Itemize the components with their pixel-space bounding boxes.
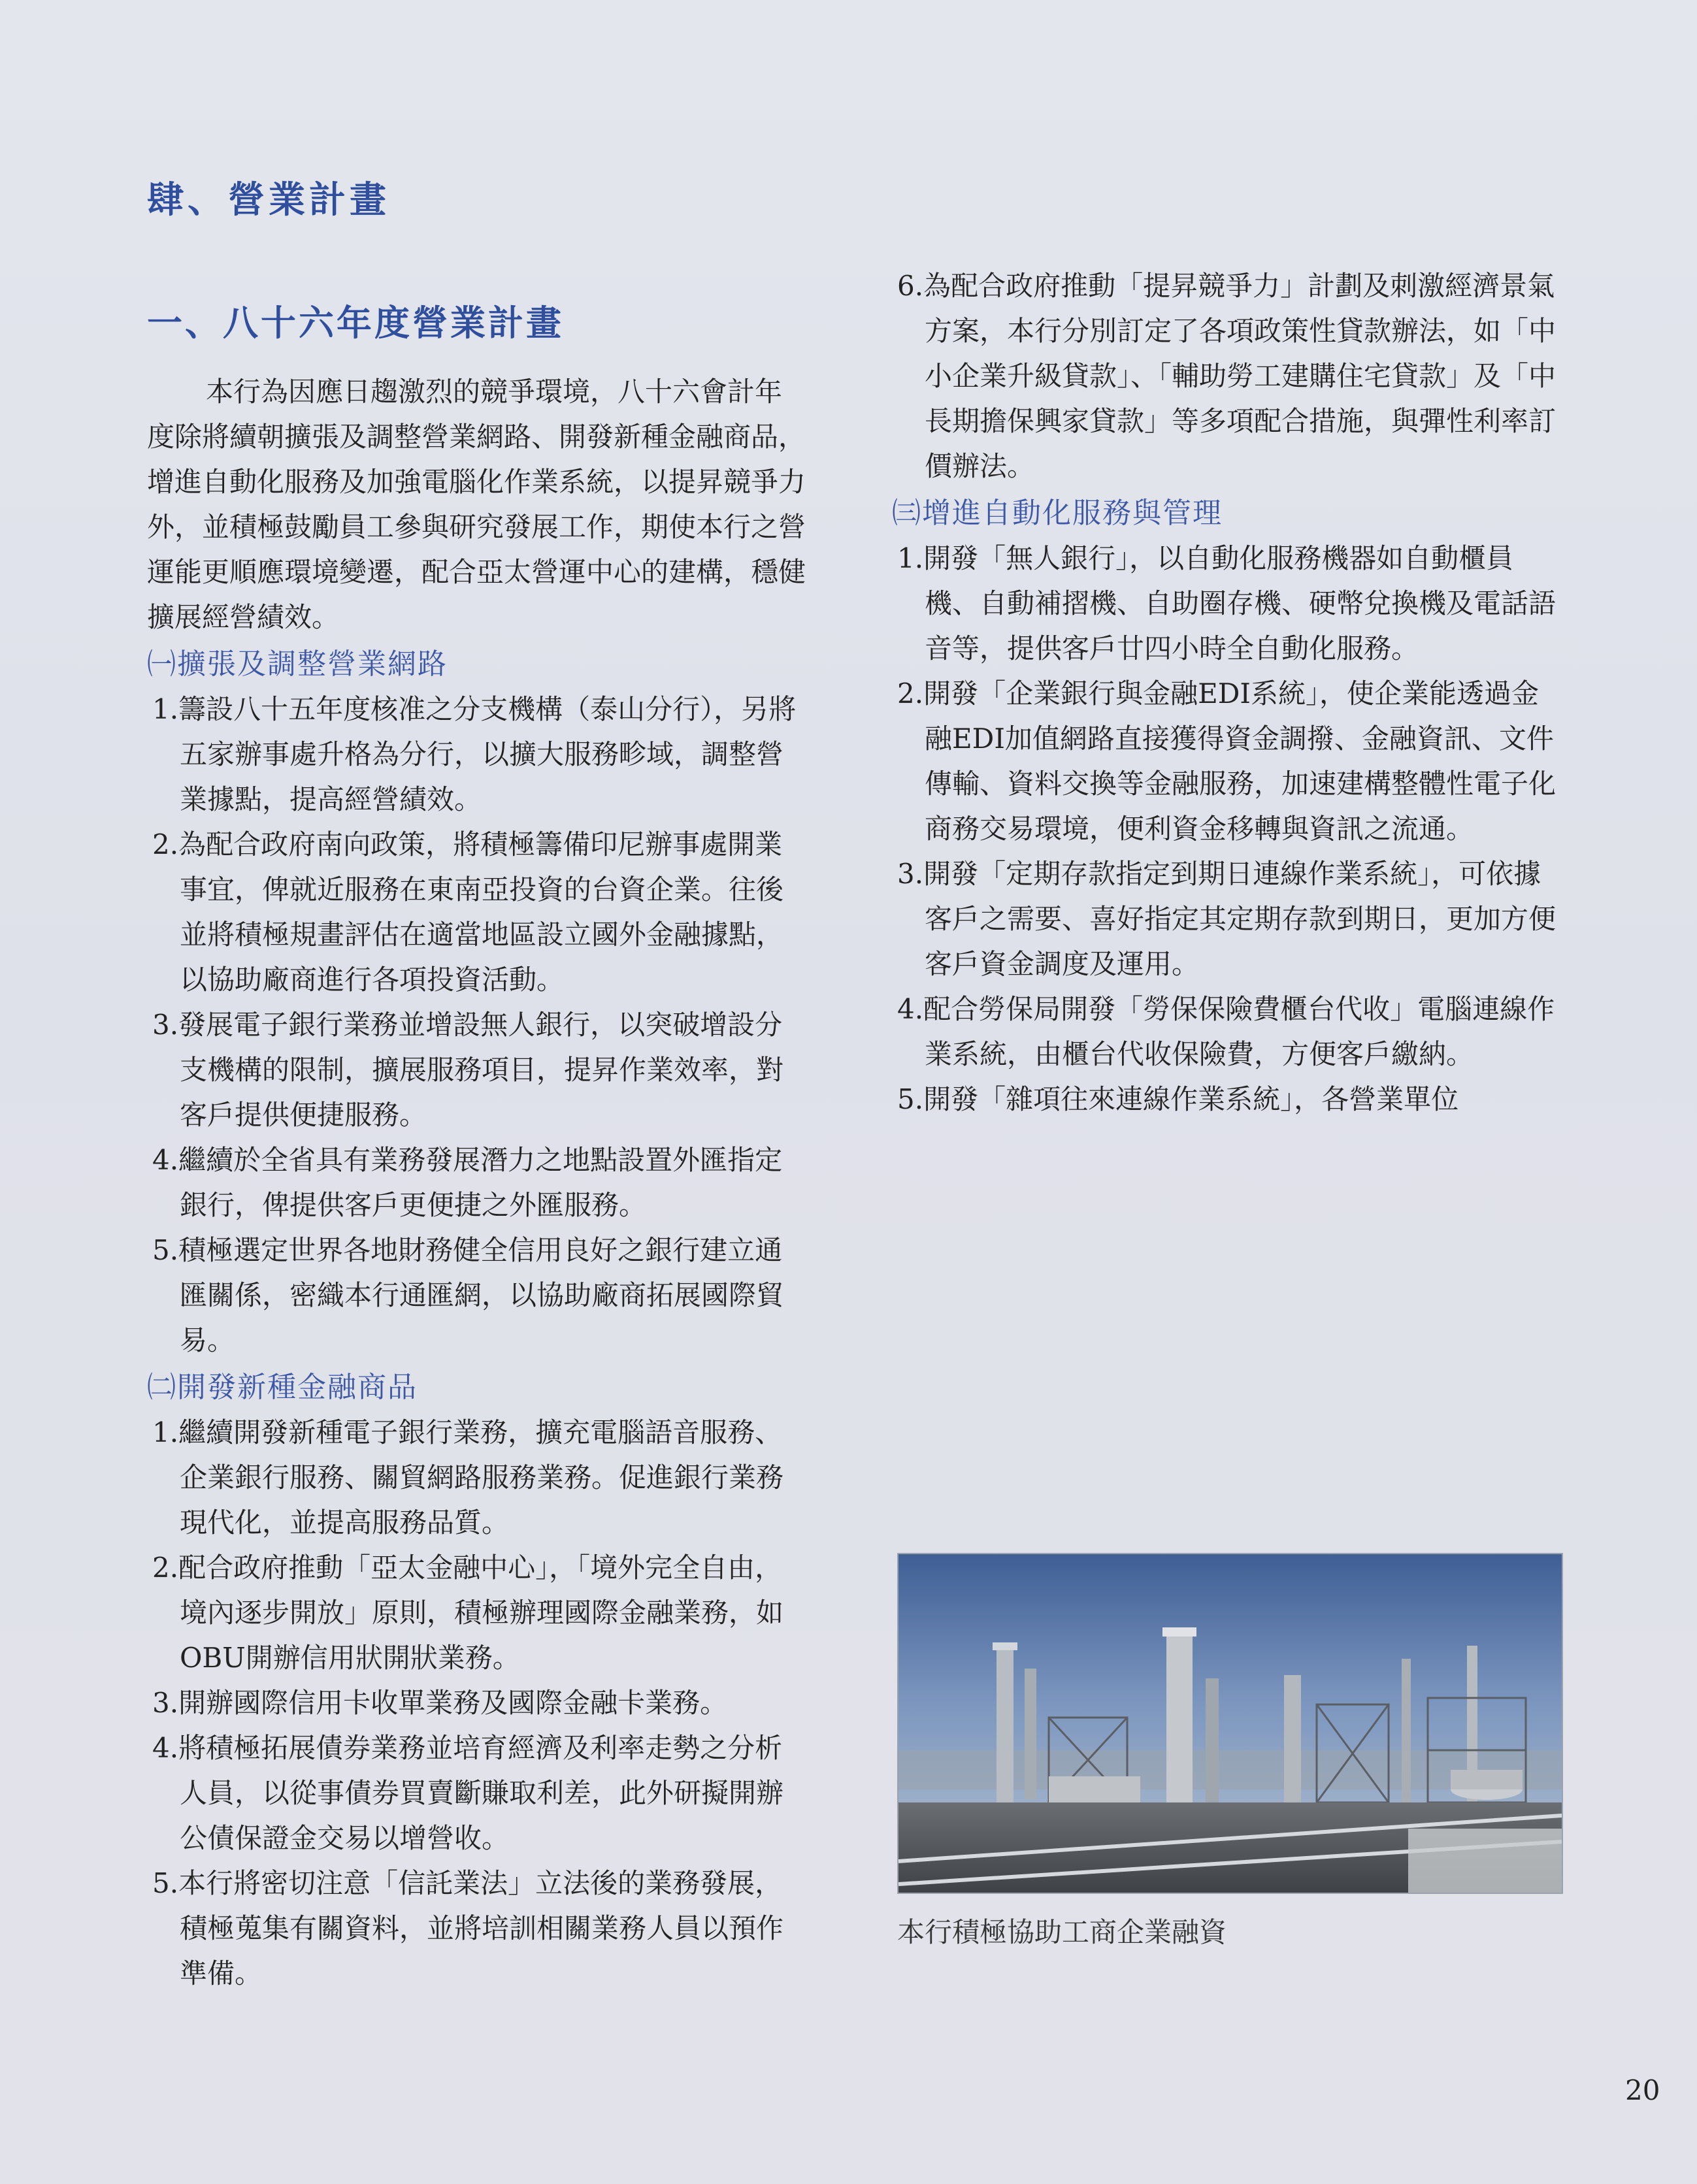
subsection-title-network: ㈠擴張及調整營業網路 bbox=[147, 647, 448, 681]
subsection-title-products: ㈡開發新種金融商品 bbox=[147, 1371, 418, 1404]
list-item: 1.繼續開發新種電子銀行業務，擴充電腦語音服務、企業銀行服務、關貿網路服務業務。促進銀行業務現代化，並提高服務品質。 bbox=[152, 1416, 784, 1539]
page-number: 20 bbox=[1625, 2074, 1660, 2106]
industrial-plant-photo bbox=[897, 1553, 1563, 1894]
list-item: 6.為配合政府推動「提昇競爭力」計劃及刺激經濟景氣方案，本行分別訂定了各項政策性貸款辦法，如「中小企業升級貸款」、「輔助勞工建購住宅貸款」及「中長期擔保興家貸款」等多項配合措施，與彈性利率訂價辦法。 bbox=[897, 270, 1557, 482]
list-item: 2.開發「企業銀行與金融EDI系統」，使企業能透過金融EDI加值網路直接獲得資金調撥、金融資訊、文件傳輸、資料交換等金融服務，加速建構整體性電子化商務交易環境，便利資金移轉與資訊之流通。 bbox=[897, 677, 1557, 845]
list-item: 3.開辦國際信用卡收單業務及國際金融卡業務。 bbox=[152, 1687, 728, 1719]
list-item: 4.配合勞保局開發「勞保保險費櫃台代收」電腦連線作業系統，由櫃台代收保險費，方便客戶繳納。 bbox=[897, 993, 1555, 1070]
left-column bbox=[147, 369, 807, 1996]
list-item: 5.開發「雜項往來連線作業系統」，各營業單位 bbox=[897, 1083, 1459, 1115]
subsection-title-automation: ㈢增進自動化服務與管理 bbox=[892, 497, 1223, 530]
list-item: 2.配合政府推動「亞太金融中心」，「境外完全自由，境內逐步開放」原則，積極辦理國際金融業務，如OBU開辦信用狀開狀業務。 bbox=[152, 1552, 784, 1674]
intro-paragraph: 本行為因應日趨激烈的競爭環境，八十六會計年度除將續朝擴張及調整營業網路、開發新種金融商品，增進自動化服務及加強電腦化作業系統，以提昇競爭力外，並積極鼓勵員工參與研究發展工作，期使本行之營運能更順應環境變遷，配合亞太營運中心的建構，穩健擴展經營績效。 bbox=[147, 376, 806, 633]
list-item: 1.籌設八十五年度核准之分支機構（泰山分行），另將五家辦事處升格為分行，以擴大服務畛域，調整營業據點，提高經營績效。 bbox=[152, 693, 797, 815]
list-item: 2.為配合政府南向政策，將積極籌備印尼辦事處開業事宜，俾就近服務在東南亞投資的台資企業。往後並將積極規畫評估在適當地區設立國外金融據點，以協助廠商進行各項投資活動。 bbox=[152, 828, 784, 996]
section-title: 肆、營業計畫 bbox=[147, 179, 390, 221]
plan-title: 一、八十六年度營業計畫 bbox=[147, 302, 564, 344]
list-item: 5.本行將密切注意「信託業法」立法後的業務發展，積極蒐集有關資料，並將培訓相關業務人員以預作準備。 bbox=[152, 1867, 784, 1989]
list-item: 4.繼續於全省具有業務發展潛力之地點設置外匯指定銀行，俾提供客戶更便捷之外匯服務。 bbox=[152, 1144, 783, 1221]
list-item: 3.發展電子銀行業務並增設無人銀行，以突破增設分支機構的限制，擴展服務項目，提昇作業效率，對客戶提供便捷服務。 bbox=[152, 1009, 784, 1131]
photo-caption: 本行積極協助工商企業融資 bbox=[897, 1916, 1227, 1948]
list-item: 4.將積極拓展債券業務並培育經濟及利率走勢之分析人員，以從事債券買賣斷賺取利差，此外研擬開辦公債保證金交易以增營收。 bbox=[152, 1732, 784, 1854]
right-column bbox=[892, 263, 1558, 1122]
list-item: 3.開發「定期存款指定到期日連線作業系統」，可依據客戶之需要、喜好指定其定期存款到期日，更加方便客戶資金調度及運用。 bbox=[897, 858, 1557, 980]
list-item: 1.開發「無人銀行」，以自動化服務機器如自動櫃員機、自動補摺機、自助圈存機、硬幣兌換機及電話語音等，提供客戶廿四小時全自動化服務。 bbox=[897, 542, 1557, 664]
list-item: 5.積極選定世界各地財務健全信用良好之銀行建立通匯關係，密織本行通匯網，以協助廠商拓展國際貿易。 bbox=[152, 1234, 784, 1356]
